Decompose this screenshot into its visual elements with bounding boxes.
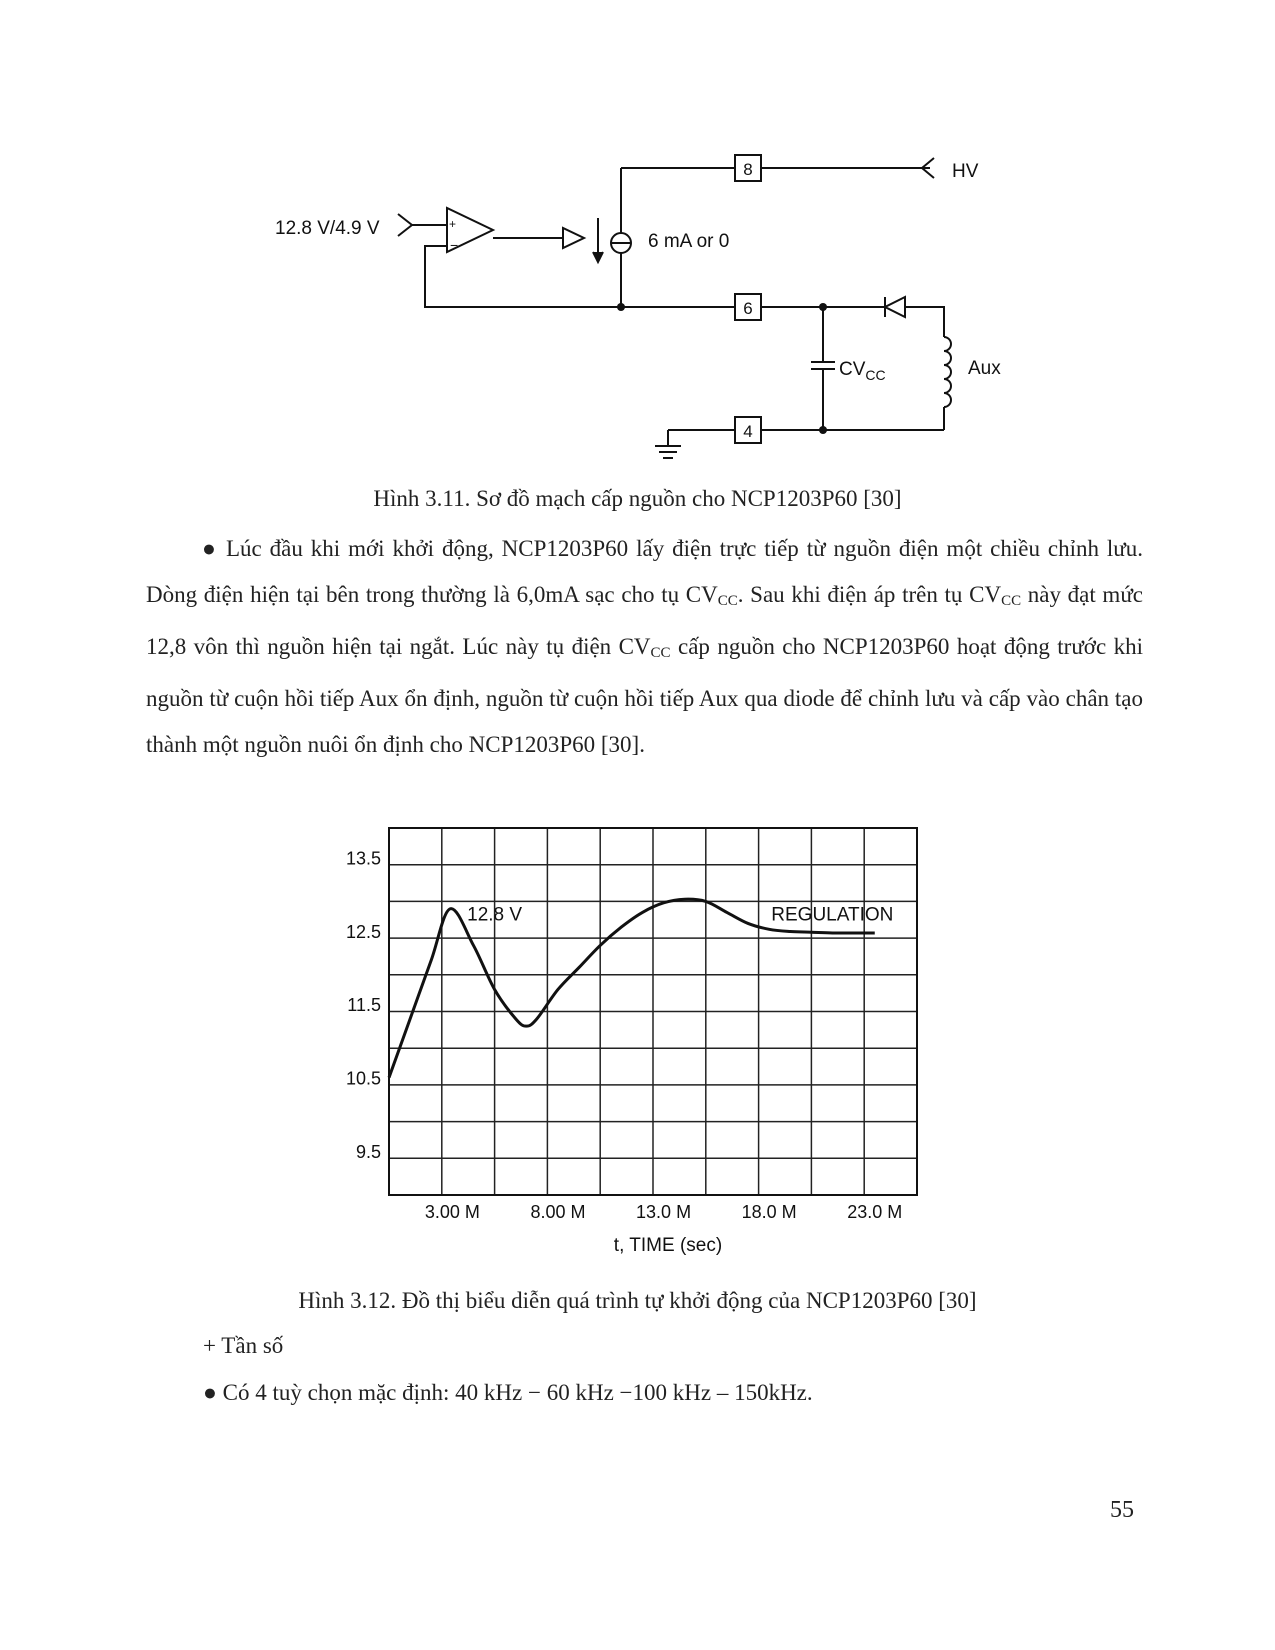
current-source-label: 6 mA or 0 xyxy=(648,231,730,252)
page-number: 55 xyxy=(1110,1497,1134,1523)
opamp-plus: + xyxy=(449,217,457,231)
aux-label: Aux xyxy=(968,358,1001,379)
pin-8-label: 8 xyxy=(743,160,753,179)
x-axis-label: t, TIME (sec) xyxy=(613,1235,723,1256)
bullet-item: ● Có 4 tuỳ chọn mặc định: 40 kHz − 60 kHz −100 kHz – 150kHz. xyxy=(203,1380,813,1405)
figure-caption-3-12: Hình 3.12. Đồ thị biểu diễn quá trình tự khởi động của NCP1203P60 [30] xyxy=(298,1288,977,1313)
y-tick-label: 10.5 xyxy=(345,1068,381,1089)
annotation-peak: 12.8 V xyxy=(467,904,523,926)
input-voltage-label: 12.8 V/4.9 V xyxy=(275,218,380,239)
x-tick-label: 23.0 M xyxy=(847,1202,903,1222)
pin-4-label: 4 xyxy=(743,422,753,441)
y-tick-label: 13.5 xyxy=(345,848,381,869)
x-tick-label: 3.00 M xyxy=(424,1202,480,1222)
y-tick-label: 9.5 xyxy=(355,1141,381,1162)
figure-caption-3-11: Hình 3.11. Sơ đồ mạch cấp nguồn cho NCP1203P60 [30] xyxy=(373,486,902,511)
y-tick-label: 11.5 xyxy=(347,995,381,1016)
capacitor-label: $CV_{CC}$ xyxy=(839,359,886,383)
section-heading: + Tần số xyxy=(203,1333,284,1358)
hv-label: HV xyxy=(952,161,979,182)
x-tick-label: 18.0 M xyxy=(741,1202,797,1222)
x-tick-label: 13.0 M xyxy=(636,1202,692,1222)
pin-6-label: 6 xyxy=(743,299,753,318)
y-tick-label: 12.5 xyxy=(345,921,381,942)
opamp-minus: − xyxy=(450,237,459,253)
series-line xyxy=(389,899,875,1077)
body-paragraph: ● Lúc đầu khi mới khởi động, NCP1203P60 lấy điện trực tiếp từ nguồn điện một chiều chỉnh lưu. Dòng điện hiện tại bên trong thường là 6,0mA sạc cho tụ $CV_{CC}$. Sau khi điện áp trên tụ $CV_{CC}$ này đạt mức 12,8 vôn thì nguồn hiện tại ngắt. Lúc này tụ điện $CV_{CC}$ cấp nguồn cho NCP1203P60 hoạt động trước khi nguồn từ cuộn hồi tiếp Aux ổn định, nguồn từ cuộn hồi tiếp Aux qua diode để chỉnh lưu và cấp vào chân tạo thành một nguồn nuôi ổn định cho NCP1203P60 [30]. xyxy=(146,536,1143,757)
annotation-regulation: REGULATION xyxy=(771,904,894,926)
x-tick-label: 8.00 M xyxy=(530,1202,586,1222)
